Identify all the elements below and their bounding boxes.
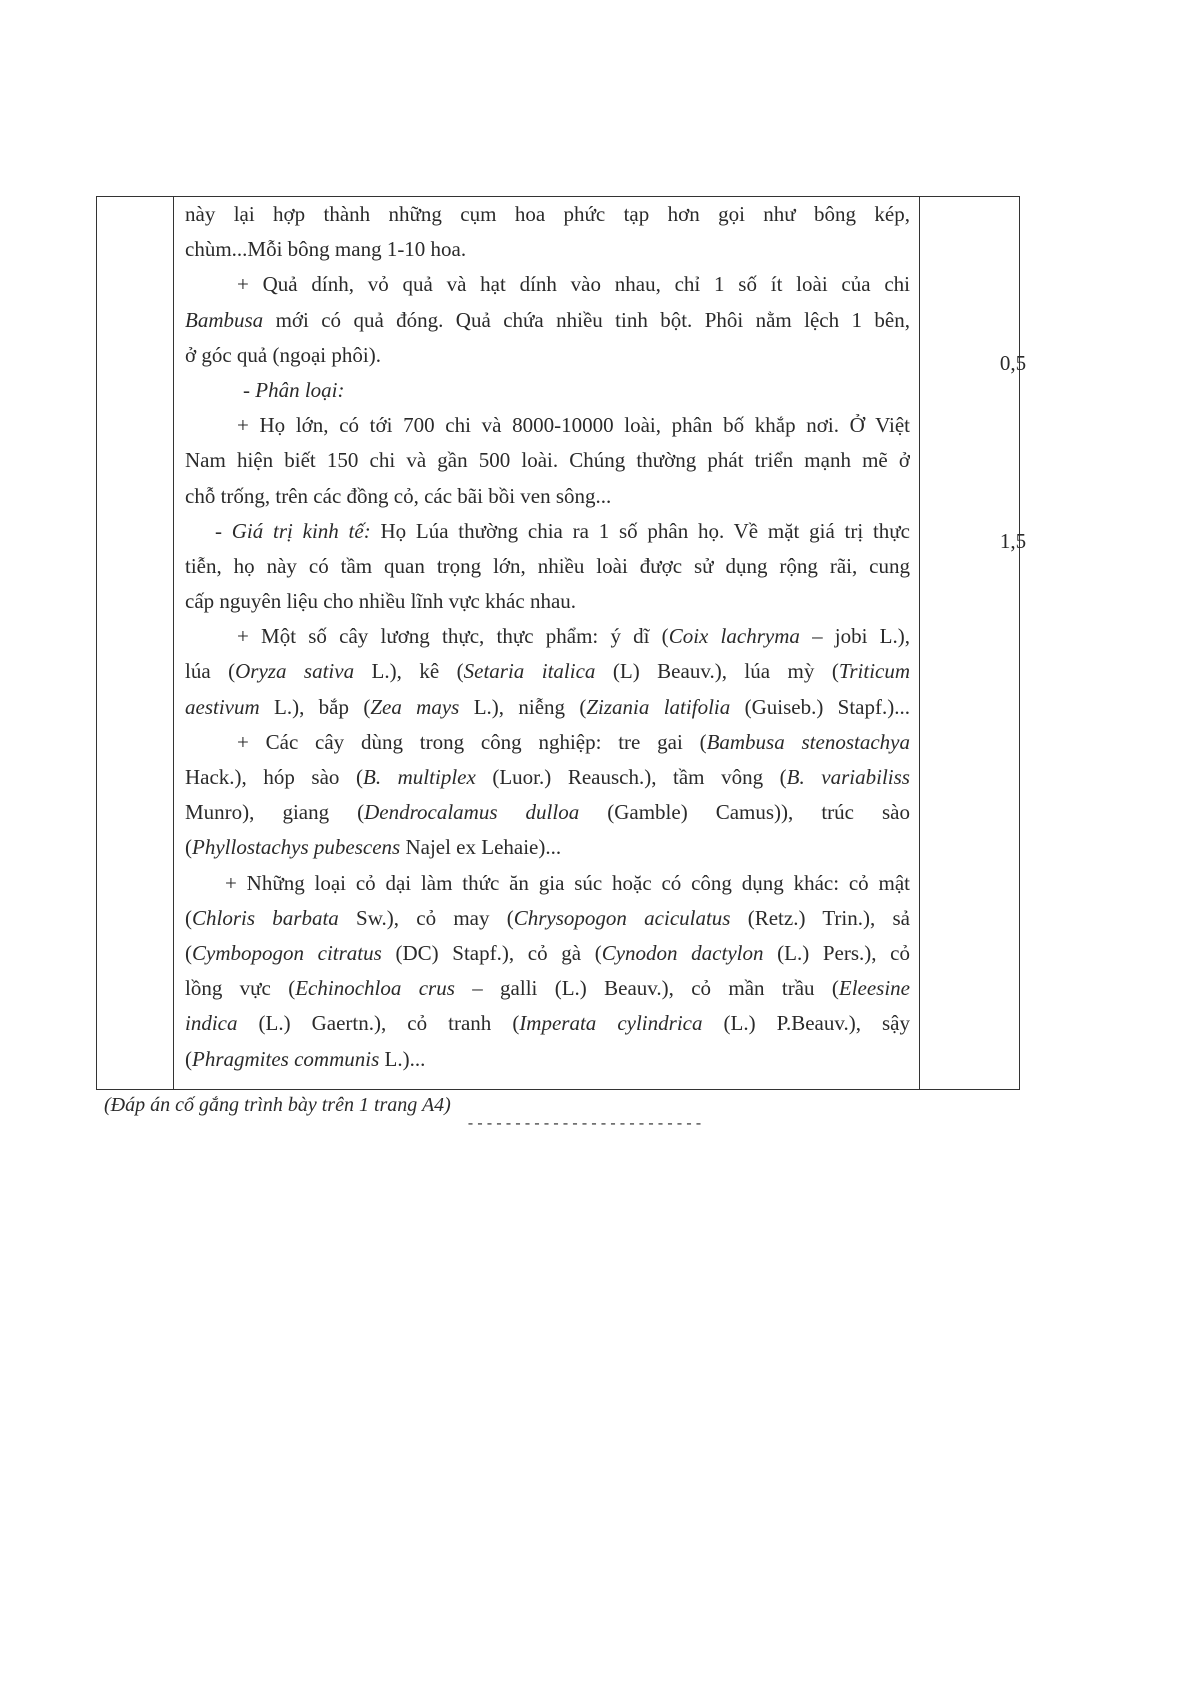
text-run: (L.) Pers.), cỏ [763, 940, 910, 965]
text-line [185, 760, 910, 795]
text-run: L.), kê ( [354, 659, 464, 684]
text-line [185, 303, 910, 338]
italic-text: Dendrocalamus dulloa [364, 800, 580, 825]
text-line [185, 514, 910, 549]
text-run: này lại hợp thành những cụm hoa phức tạp hơn gọi như bông kép, [185, 202, 910, 226]
text-line [185, 725, 910, 760]
text-run: (Retz.) Trin.), sả [730, 905, 910, 930]
text-line [185, 690, 910, 725]
italic-text: indica [185, 1011, 238, 1036]
italic-text: Zizania latifolia [586, 694, 731, 719]
italic-text: Cynodon dactylon [601, 940, 764, 965]
text-run: (L.) Gaertn.), cỏ tranh ( [237, 1011, 520, 1036]
text-run: chùm...Mỗi bông mang 1-10 hoa. [185, 237, 467, 262]
text-line [185, 619, 910, 654]
text-line [185, 654, 910, 689]
text-run: L.), bắp ( [259, 694, 371, 719]
text-run: L.), niễng ( [459, 694, 587, 719]
text-run: Najel ex Lehaie)... [400, 835, 562, 860]
text-line [185, 549, 910, 584]
text-run: + Họ lớn, có tới 700 chi và 8000-10000 loài, phân bố khắp nơi. Ở Việt [237, 413, 910, 438]
text-line [185, 197, 910, 232]
text-run: (L.) P.Beauv.), sậy [702, 1011, 910, 1036]
text-line [185, 584, 910, 619]
italic-text: B. variabiliss [786, 765, 910, 789]
text-line [185, 1006, 910, 1041]
text-line [185, 830, 910, 865]
italic-text: Chloris barbata [192, 905, 339, 930]
italic-text: Triticum [838, 659, 910, 684]
text-run: + Các cây dùng trong công nghiệp: tre gai ( [237, 729, 707, 754]
italic-text: Bambusa [185, 307, 264, 332]
text-line [185, 479, 910, 514]
text-line [185, 267, 910, 302]
text-run: ( [185, 1046, 192, 1071]
text-run: lúa ( [185, 659, 236, 684]
text-run: – jobi L.), [799, 624, 910, 649]
text-run: ( [185, 835, 192, 860]
italic-text: Phyllostachys pubescens [192, 835, 401, 860]
text-line [185, 232, 910, 267]
text-line [185, 408, 910, 443]
text-line [185, 866, 910, 901]
italic-text: Bambusa stenostachya [706, 729, 910, 754]
italic-text: - Giá trị kinh tế: [215, 518, 371, 543]
italic-text: Setaria italica [463, 659, 596, 684]
text-line [185, 443, 910, 478]
column-divider-left [173, 197, 174, 1089]
text-line [185, 936, 910, 971]
answer-content [185, 197, 910, 1077]
text-run: Sw.), cỏ may ( [338, 905, 514, 930]
italic-text: Oryza sativa [235, 659, 355, 684]
italic-text: Phragmites communis [192, 1046, 380, 1071]
text-run: (DC) Stapf.), cỏ gà ( [381, 940, 602, 965]
text-run: tiễn, họ này có tầm quan trọng lớn, nhiều loài được sử dụng rộng rãi, cung [185, 553, 910, 578]
italic-text: Coix lachryma [668, 624, 800, 649]
text-run: (Gamble) Camus)), trúc sào [579, 800, 910, 825]
italic-text: Cymbopogon citratus [192, 940, 382, 965]
text-run: lồng vực ( [185, 976, 296, 1001]
italic-text: Zea mays [370, 694, 460, 719]
text-run: mới có quả đóng. Quả chứa nhiều tinh bột. Phôi nằm lệch 1 bên, [263, 307, 910, 332]
text-run: + Những loại cỏ dại làm thức ăn gia súc hoặc có công dụng khác: cỏ mật [225, 870, 910, 895]
answer-table [96, 196, 1027, 1090]
footer-note: (Đáp án cố gắng trình bày trên 1 trang A4) [104, 1094, 451, 1116]
italic-text: aestivum [185, 694, 260, 719]
italic-text: Chrysopogon aciculatus [513, 905, 731, 930]
text-run: ở góc quả (ngoại phôi). [185, 342, 381, 367]
text-run: cấp nguyên liệu cho nhiều lĩnh vực khác nhau. [185, 589, 577, 614]
text-run: (Luor.) Reausch.), tầm vông ( [475, 765, 787, 789]
text-line [185, 901, 910, 936]
text-line [185, 338, 910, 373]
italic-text: - Phân loại: [243, 377, 345, 402]
text-run: + Quả dính, vỏ quả và hạt dính vào nhau, chỉ 1 số ít loài của chi [237, 272, 910, 297]
text-run: chỗ trống, trên các đồng cỏ, các bãi bồi ven sông... [185, 483, 612, 508]
text-run: ( [185, 905, 192, 930]
text-run: Họ Lúa thường chia ra 1 số phân họ. Về mặt giá trị thực [370, 518, 910, 543]
end-separator: ------------------------- [466, 1116, 704, 1133]
text-line [185, 971, 910, 1006]
text-run: (L) Beauv.), lúa mỳ ( [595, 659, 839, 684]
text-run: Munro), giang ( [185, 800, 365, 825]
text-line [185, 1042, 910, 1077]
italic-text: Echinochloa crus [295, 976, 455, 1001]
text-run: Hack.), hóp sào ( [185, 765, 363, 789]
column-divider-right [919, 197, 920, 1089]
text-run: Nam hiện biết 150 chi và gần 500 loài. Chúng thường phát triển mạnh mẽ ở [185, 448, 910, 473]
score-cell: 0,5 [999, 351, 1027, 375]
italic-text: Imperata cylindrica [519, 1011, 703, 1036]
text-run: (Guiseb.) Stapf.)... [730, 694, 910, 719]
text-line [185, 795, 910, 830]
italic-text: Eleesine [838, 976, 910, 1001]
text-line [185, 373, 910, 408]
text-run: L.)... [379, 1046, 426, 1071]
text-run: + Một số cây lương thực, thực phẩm: ý dĩ ( [237, 624, 669, 649]
text-run: – galli (L.) Beauv.), cỏ mần trầu ( [454, 976, 839, 1001]
text-run: ( [185, 940, 192, 965]
score-cell: 1,5 [999, 529, 1027, 553]
italic-text: B. multiplex [363, 765, 476, 789]
